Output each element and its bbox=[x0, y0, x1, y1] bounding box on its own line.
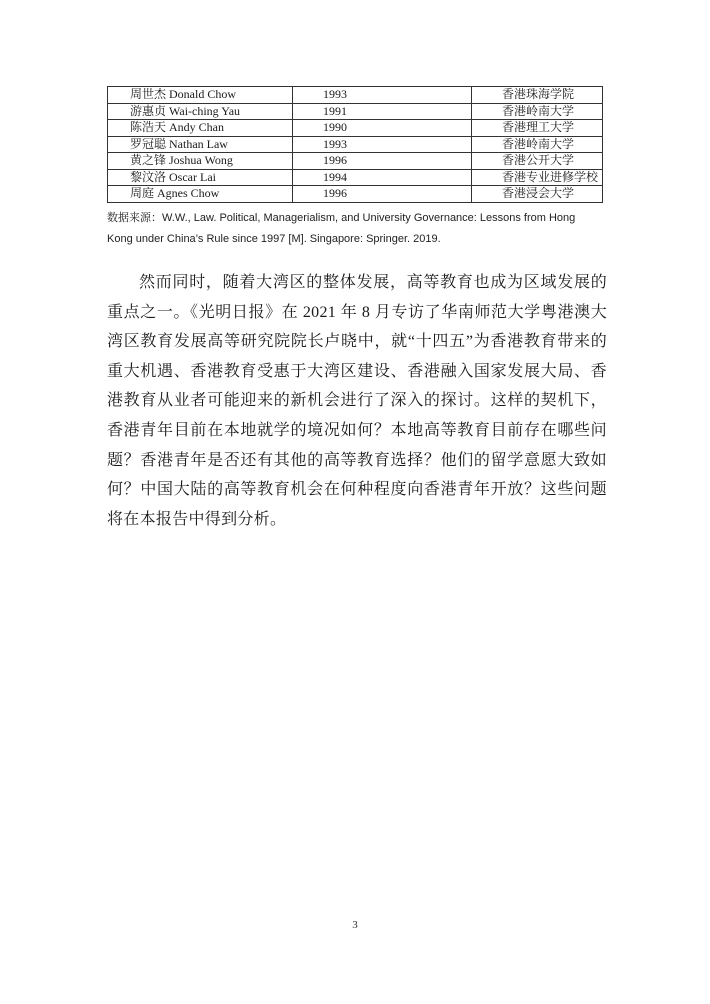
activists-table bbox=[107, 86, 603, 203]
body-paragraph: 然而同时，随着大湾区的整体发展，高等教育也成为区域发展的重点之一。《光明日报》在 2021 年 8 月专访了华南师范大学粤港澳大湾区教育发展高等研究院院长卢晓中，就“十四五”为香港教育带来的重大机遇、香港教育受惠于大湾区建设、香港融入国家发展大局、香港教育从业者可能迎来的新机会进行了深入的探讨。这样的契机下，香港青年目前在本地就学的境况如何？本地高等教育目前存在哪些问题？香港青年是否还有其他的高等教育选择？他们的留学意愿大致如何？中国大陆的高等教育机会在何种程度向香港青年开放？这些问题将在本报告中得到分析。 bbox=[107, 274, 607, 528]
table-row bbox=[108, 120, 603, 137]
table-row bbox=[108, 87, 603, 104]
year-cell: 1991 bbox=[293, 103, 472, 120]
name-cell: 黎汶洛 Oscar Lai bbox=[108, 169, 293, 186]
school-cell: 香港岭南大学 bbox=[472, 103, 603, 120]
year-cell: 1993 bbox=[293, 136, 472, 153]
school-cell: 香港专业进修学校 bbox=[472, 169, 603, 186]
source-line-2: Kong under China’s Rule since 1997 [M]. Singapore: Springer. 2019. bbox=[107, 233, 441, 245]
table-row bbox=[108, 186, 603, 203]
year-cell: 1996 bbox=[293, 153, 472, 170]
source-line-1: 数据来源：W.W., Law. Political, Managerialism, and University Governance: Lessons from Hong bbox=[107, 212, 576, 224]
school-cell: 香港浸会大学 bbox=[472, 186, 603, 203]
school-cell: 香港岭南大学 bbox=[472, 136, 603, 153]
name-cell: 罗冠聪 Nathan Law bbox=[108, 136, 293, 153]
school-cell: 香港珠海学院 bbox=[472, 87, 603, 104]
table-row bbox=[108, 136, 603, 153]
name-cell: 周世杰 Donald Chow bbox=[108, 87, 293, 104]
name-cell: 陈浩天 Andy Chan bbox=[108, 120, 293, 137]
table-row bbox=[108, 169, 603, 186]
page-number: 3 bbox=[352, 919, 358, 931]
year-cell: 1990 bbox=[293, 120, 472, 137]
name-cell: 周庭 Agnes Chow bbox=[108, 186, 293, 203]
year-cell: 1996 bbox=[293, 186, 472, 203]
school-cell: 香港公开大学 bbox=[472, 153, 603, 170]
name-cell: 黄之锋 Joshua Wong bbox=[108, 153, 293, 170]
table-row bbox=[108, 103, 603, 120]
year-cell: 1994 bbox=[293, 169, 472, 186]
school-cell: 香港理工大学 bbox=[472, 120, 603, 137]
data-source-note bbox=[107, 208, 607, 250]
table-row bbox=[108, 153, 603, 170]
year-cell: 1993 bbox=[293, 87, 472, 104]
name-cell: 游惠贞 Wai-ching Yau bbox=[108, 103, 293, 120]
